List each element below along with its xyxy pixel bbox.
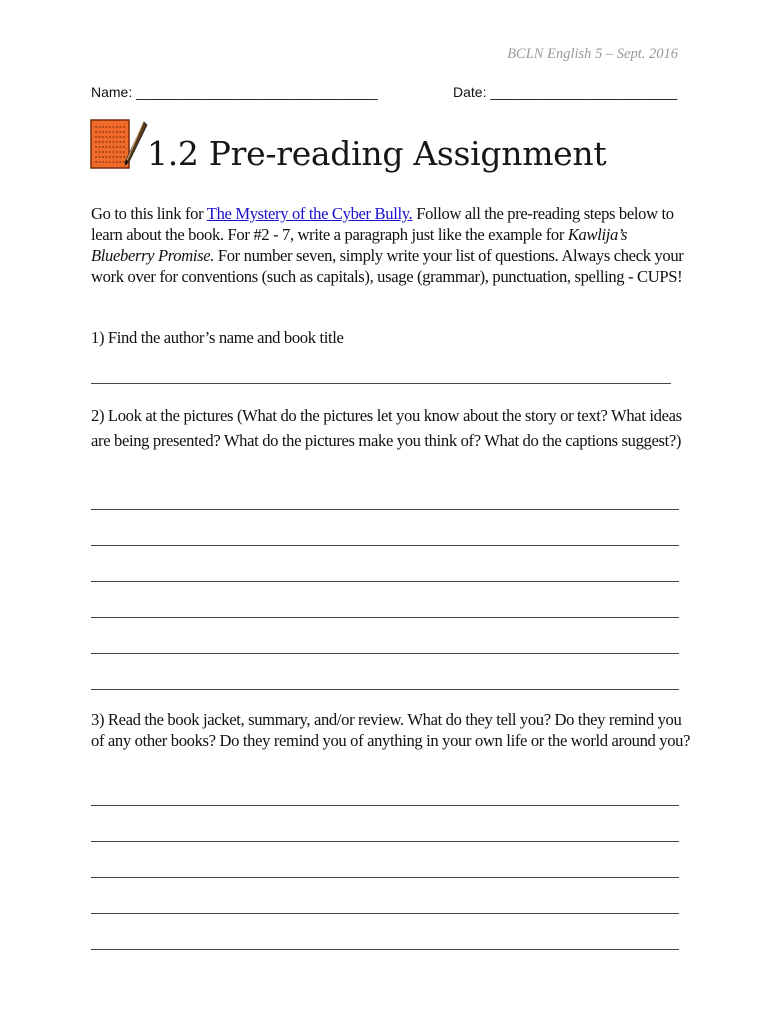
date-field[interactable]: Date: ________________________	[453, 84, 678, 100]
student-info-row	[91, 84, 681, 104]
answer-line[interactable]	[91, 653, 679, 654]
answer-line[interactable]	[91, 913, 679, 914]
answer-line[interactable]	[91, 689, 679, 690]
intro-suffix: For number seven, simply write your list of questions. Always check your work over for conventions (such as capitals), usage (grammar), punctuation, spelling - CUPS!	[91, 246, 684, 286]
question-2: 2) Look at the pictures (What do the pictures let you know about the story or text? What ideas are being presented? What do the pictures make you think of? What do the captions suggest?)	[91, 406, 682, 450]
example-book-title: Kawlija’s Blueberry Promise.	[91, 225, 628, 265]
question-3: 3) Read the book jacket, summary, and/or review. What do they tell you? Do they remind you of any other books? Do they remind you of anything in your own life or the world around you?	[91, 710, 691, 750]
answer-line[interactable]	[91, 617, 679, 618]
course-header: BCLN English 5 – Sept. 2016	[507, 46, 678, 62]
intro-middle: Follow all the pre-reading steps below to learn about the book. For #2 - 7, write a paragraph just like the example for	[91, 204, 674, 244]
book-link[interactable]: The Mystery of the Cyber Bully.	[206, 204, 413, 223]
answer-line[interactable]	[91, 509, 679, 510]
answer-line[interactable]	[91, 841, 679, 842]
answer-line[interactable]	[91, 877, 679, 878]
answer-line[interactable]	[91, 581, 679, 582]
name-field[interactable]: Name: _______________________________	[91, 84, 378, 100]
notepad-pencil-icon	[89, 118, 149, 170]
instructions-paragraph	[91, 203, 691, 287]
answer-line[interactable]	[91, 805, 679, 806]
answer-line[interactable]	[91, 545, 679, 546]
answer-line[interactable]	[91, 383, 671, 384]
intro-prefix: Go to this link for	[91, 204, 207, 223]
title-block	[89, 118, 689, 178]
question-1: 1) Find the author’s name and book title	[91, 328, 344, 347]
page-title: 1.2 Pre-reading Assignment	[147, 134, 607, 173]
answer-line[interactable]	[91, 949, 679, 950]
